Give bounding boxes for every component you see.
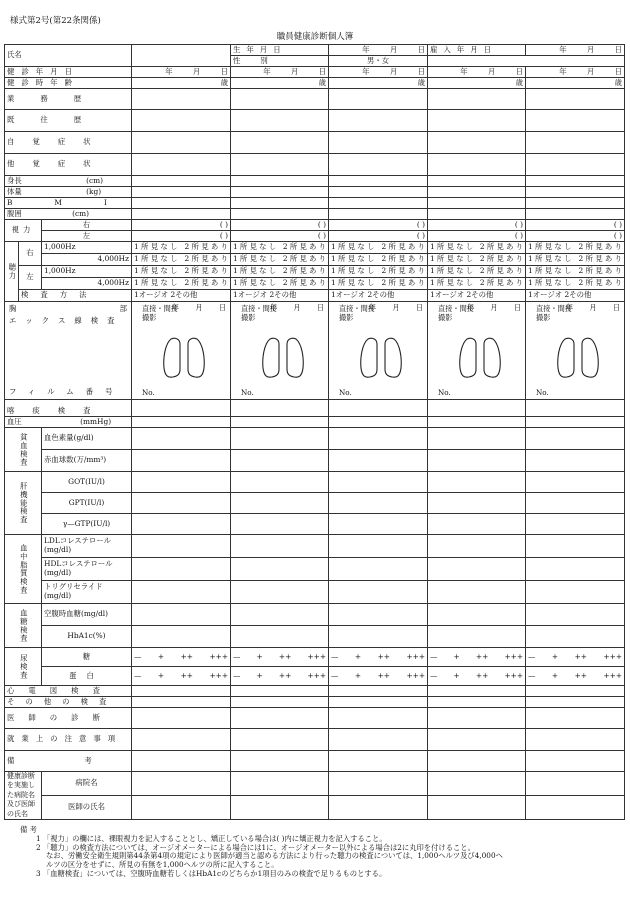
ldl-5[interactable] [526,535,625,558]
tg-5[interactable] [526,581,625,604]
remarks-4[interactable] [428,751,526,772]
rbc-label: 赤血球数(万/mm³) [42,450,132,472]
other-tests-label: その他の検査 [5,697,132,708]
sex-field[interactable]: 男・女 [329,56,428,67]
other-1[interactable] [132,697,231,708]
doctor-1[interactable] [132,796,231,820]
work-notes-1[interactable] [132,729,231,751]
gpt-1[interactable] [132,493,231,514]
film-no: No. [241,387,254,397]
note-1: 1 「視力」の欄には、裸眼視力を記入することとし、矯正している場合は( )内に矯正視力を記入すること。 [36,833,387,843]
ldl-3[interactable] [329,535,428,558]
hdl-5[interactable] [526,558,625,581]
urine-sugar-4[interactable]: — + ++ +++ [428,648,526,667]
past-history-5[interactable] [526,110,625,132]
job-history-2[interactable] [231,89,329,110]
urine-protein-4[interactable]: — + ++ +++ [428,667,526,686]
job-history-3[interactable] [329,89,428,110]
subjective-1[interactable] [132,132,231,154]
vision-right-3[interactable]: ( ) [329,220,428,231]
sex-label: 性別 [231,56,329,67]
note-2c: ルツの区分をせずに、所見の有無を1,000ヘルツの所に記入すること。 [46,860,279,869]
note-3: 3 「血糖検査」については、空腹時血糖若しくはHbA1cのどちらか1項目のみの検査で足りるものとする。 [36,868,387,878]
hospital-1[interactable] [132,772,231,796]
sputum-3[interactable] [329,400,428,417]
bp-2[interactable] [231,417,329,428]
exam-date-label: 健診年月日 [5,67,132,78]
exam-date-4[interactable]: 年 月 日 [428,67,526,78]
subjective-5[interactable] [526,132,625,154]
xray-date: 年 月 日 [269,303,325,312]
gpt-label: GPT(IU/l) [42,493,132,514]
vision-left-4[interactable]: ( ) [428,231,526,242]
bp-label: 血圧 (mmHg) [5,417,132,428]
hospital-3[interactable] [329,772,428,796]
hearing-method-1[interactable]: 1オージオ 2その他 [132,290,231,302]
ldl-label: LDLコレステロール(mg/dl) [42,535,132,558]
vision-right-2[interactable]: ( ) [231,220,329,231]
bmi-3[interactable] [329,198,428,209]
tg-2[interactable] [231,581,329,604]
height-1[interactable] [132,176,231,187]
lipid-label: 血中脂質検査 [5,535,42,604]
objective-1[interactable] [132,154,231,176]
ggtp-5[interactable] [526,514,625,535]
lung-diagram-icon [458,336,502,380]
job-history-1[interactable] [132,89,231,110]
remarks-5[interactable] [526,751,625,772]
lung-diagram-icon [261,336,305,380]
fbs-1[interactable] [132,604,231,626]
exam-age-label: 健診時年齢 [5,78,132,89]
waist-3[interactable] [329,209,428,220]
film-no: No. [339,387,352,397]
bp-4[interactable] [428,417,526,428]
diagnosis-4[interactable] [428,708,526,729]
hearing-l1000-5[interactable]: 1所見なし 2所見あり [526,266,625,278]
fbs-label: 空腹時血糖(mg/dl) [42,604,132,626]
urine-sugar-1[interactable]: — + ++ +++ [132,648,231,667]
lung-diagram-icon [162,336,206,380]
ldl-4[interactable] [428,535,526,558]
gpt-2[interactable] [231,493,329,514]
bmi-2[interactable] [231,198,329,209]
subjective-label: 自覚症状 [5,132,132,154]
height-label: 身長 (cm) [5,176,132,187]
doctor-label: 医師の氏名 [42,796,132,820]
weight-4[interactable] [428,187,526,198]
waist-2[interactable] [231,209,329,220]
job-history-label: 業務歴 [5,89,132,110]
sputum-label: 喀痰検査 [5,400,132,417]
hearing-r4000-3[interactable]: 1所見なし 2所見あり [329,254,428,266]
got-5[interactable] [526,472,625,493]
ecg-1[interactable] [132,686,231,697]
hba1c-5[interactable] [526,626,625,648]
name-label: 氏名 [5,45,132,67]
urine-sugar-2[interactable]: — + ++ +++ [231,648,329,667]
job-history-4[interactable] [428,89,526,110]
exam-date-3[interactable]: 年 月 日 [329,67,428,78]
hearing-r1000-2[interactable]: 1所見なし 2所見あり [231,242,329,254]
hba1c-4[interactable] [428,626,526,648]
ggtp-3[interactable] [329,514,428,535]
film-number-label: フィルム番号 [9,387,125,397]
urine-protein-1[interactable]: — + ++ +++ [132,667,231,686]
hdl-2[interactable] [231,558,329,581]
work-notes-3[interactable] [329,729,428,751]
xray-type: 直接・間接撮影 [241,304,277,322]
vision-right-label: 右 [42,220,132,231]
xray-label [5,302,132,400]
hearing-left-1000-label: 1,000Hz [42,266,132,278]
birth-label: 生年月日 [231,45,329,56]
hospital-4[interactable] [428,772,526,796]
diagnosis-3[interactable] [329,708,428,729]
past-history-1[interactable] [132,110,231,132]
notes-heading: 備 考 [20,825,37,834]
hba1c-3[interactable] [329,626,428,648]
anemia-label: 貧血検査 [5,428,42,472]
xray-label-line1: 胸部 [9,304,128,313]
objective-label: 他覚症状 [5,154,132,176]
xray-cell-2[interactable] [231,302,329,400]
hospital-2[interactable] [231,772,329,796]
hire-date-field[interactable]: 年 月 日 [526,45,625,56]
waist-4[interactable] [428,209,526,220]
doctor-2[interactable] [231,796,329,820]
other-2[interactable] [231,697,329,708]
fbs-3[interactable] [329,604,428,626]
vision-left-label: 左 [42,231,132,242]
tg-4[interactable] [428,581,526,604]
hearing-r4000-5[interactable]: 1所見なし 2所見あり [526,254,625,266]
xray-date: 年 月 日 [171,303,227,312]
vision-left-3[interactable]: ( ) [329,231,428,242]
gpt-4[interactable] [428,493,526,514]
xray-cell-5[interactable] [526,302,625,400]
doctor-4[interactable] [428,796,526,820]
hdl-1[interactable] [132,558,231,581]
xray-date: 年 月 日 [466,303,522,312]
urine-sugar-label: 糖 [42,648,132,667]
urine-sugar-5[interactable]: — + ++ +++ [526,648,625,667]
height-3[interactable] [329,176,428,187]
hearing-r1000-4[interactable]: 1所見なし 2所見あり [428,242,526,254]
vision-left-2[interactable]: ( ) [231,231,329,242]
waist-label: 腹囲 (cm) [5,209,132,220]
urine-protein-5[interactable]: — + ++ +++ [526,667,625,686]
xray-cell-1[interactable] [132,302,231,400]
hospital-block-label: 健康診断を実施した病院名及び医師の氏名 [5,772,42,820]
bp-5[interactable] [526,417,625,428]
vision-right-1[interactable]: ( ) [132,220,231,231]
waist-5[interactable] [526,209,625,220]
health-record-table [4,44,625,820]
hb-2[interactable] [231,428,329,450]
tg-3[interactable] [329,581,428,604]
bmi-4[interactable] [428,198,526,209]
hearing-right-1000-label: 1,000Hz [42,242,132,254]
ldl-2[interactable] [231,535,329,558]
diagnosis-1[interactable] [132,708,231,729]
vision-right-4[interactable]: ( ) [428,220,526,231]
weight-2[interactable] [231,187,329,198]
exam-date-1[interactable]: 年 月 日 [132,67,231,78]
hearing-l4000-2[interactable]: 1所見なし 2所見あり [231,278,329,290]
film-no: No. [536,387,549,397]
lung-diagram-icon [359,336,403,380]
hearing-label: 聴力 [5,242,19,302]
remarks-2[interactable] [231,751,329,772]
past-history-2[interactable] [231,110,329,132]
hba1c-1[interactable] [132,626,231,648]
subjective-4[interactable] [428,132,526,154]
work-notes-label: 就業上の注意事項 [5,729,132,751]
hb-label: 血色素量(g/dl) [42,428,132,450]
ecg-label: 心電図検査 [5,686,132,697]
diagnosis-5[interactable] [526,708,625,729]
diagnosis-2[interactable] [231,708,329,729]
bmi-label: BMI [5,198,132,209]
notes-section [20,826,620,879]
film-no: No. [438,387,451,397]
rbc-5[interactable] [526,450,625,472]
waist-1[interactable] [132,209,231,220]
hdl-4[interactable] [428,558,526,581]
note-2b: なお、労働安全衛生規則第44条第4項の規定により医師が適当と認める方法により行った聴力の検査については、1,000ヘルツ及び4,000ヘ [46,851,503,861]
hearing-r1000-5[interactable]: 1所見なし 2所見あり [526,242,625,254]
hb-1[interactable] [132,428,231,450]
ecg-4[interactable] [428,686,526,697]
got-2[interactable] [231,472,329,493]
job-history-5[interactable] [526,89,625,110]
film-no: No. [142,387,155,397]
objective-4[interactable] [428,154,526,176]
weight-3[interactable] [329,187,428,198]
weight-5[interactable] [526,187,625,198]
fbs-5[interactable] [526,604,625,626]
objective-2[interactable] [231,154,329,176]
document-title: 職員健康診断個人簿 [276,32,354,42]
hearing-l1000-2[interactable]: 1所見なし 2所見あり [231,266,329,278]
bp-3[interactable] [329,417,428,428]
urine-protein-2[interactable]: — + ++ +++ [231,667,329,686]
ecg-5[interactable] [526,686,625,697]
birth-date-field[interactable]: 年 月 日 [329,45,428,56]
objective-5[interactable] [526,154,625,176]
liver-label: 肝機能検査 [5,472,42,535]
doctor-5[interactable] [526,796,625,820]
sputum-1[interactable] [132,400,231,417]
hearing-method-4[interactable]: 1オージオ 2その他 [428,290,526,302]
hospital-label: 病院名 [42,772,132,796]
hearing-l1000-4[interactable]: 1所見なし 2所見あり [428,266,526,278]
height-2[interactable] [231,176,329,187]
xray-label-line2: エックス線検査 [9,316,124,325]
bmi-5[interactable] [526,198,625,209]
hire-label: 雇入年月日 [428,45,526,56]
hearing-method-5[interactable]: 1オージオ 2その他 [526,290,625,302]
hearing-right-4000-label: 4,000Hz [42,254,132,266]
xray-cell-3[interactable] [329,302,428,400]
other-5[interactable] [526,697,625,708]
hb-4[interactable] [428,428,526,450]
height-5[interactable] [526,176,625,187]
hba1c-label: HbA1c(%) [42,626,132,648]
past-history-4[interactable] [428,110,526,132]
vision-label: 視力 [5,220,42,242]
work-notes-2[interactable] [231,729,329,751]
hearing-r1000-3[interactable]: 1所見なし 2所見あり [329,242,428,254]
vision-left-1[interactable]: ( ) [132,231,231,242]
rbc-3[interactable] [329,450,428,472]
urine-sugar-3[interactable]: — + ++ +++ [329,648,428,667]
ecg-2[interactable] [231,686,329,697]
hospital-5[interactable] [526,772,625,796]
got-3[interactable] [329,472,428,493]
height-4[interactable] [428,176,526,187]
hearing-method-3[interactable]: 1オージオ 2その他 [329,290,428,302]
other-4[interactable] [428,697,526,708]
exam-age-2[interactable]: 歳 [231,78,329,89]
hearing-r1000-1[interactable]: 1所見なし 2所見あり [132,242,231,254]
ldl-1[interactable] [132,535,231,558]
vision-left-5[interactable]: ( ) [526,231,625,242]
gpt-5[interactable] [526,493,625,514]
fbs-4[interactable] [428,604,526,626]
ggtp-4[interactable] [428,514,526,535]
hdl-3[interactable] [329,558,428,581]
ggtp-1[interactable] [132,514,231,535]
hearing-method-2[interactable]: 1オージオ 2その他 [231,290,329,302]
exam-date-2[interactable]: 年 月 日 [231,67,329,78]
tg-1[interactable] [132,581,231,604]
rbc-2[interactable] [231,450,329,472]
sputum-2[interactable] [231,400,329,417]
xray-type: 直接・間接撮影 [339,304,375,322]
hearing-r4000-2[interactable]: 1所見なし 2所見あり [231,254,329,266]
work-notes-4[interactable] [428,729,526,751]
xray-cell-4[interactable] [428,302,526,400]
name-field[interactable] [132,45,231,67]
bp-1[interactable] [132,417,231,428]
vision-right-5[interactable]: ( ) [526,220,625,231]
past-history-3[interactable] [329,110,428,132]
exam-age-1[interactable]: 歳 [132,78,231,89]
doctor-3[interactable] [329,796,428,820]
sugar-label: 血糖検査 [5,604,42,648]
note-2: 2 「聴力」の検査方法については、オージオメーターによる場合には1に、オージオメーター以外による場合は2に丸印を付けること。 [36,842,475,852]
hearing-l1000-1[interactable]: 1所見なし 2所見あり [132,266,231,278]
hdl-label: HDLコレステロール(mg/dl) [42,558,132,581]
hb-5[interactable] [526,428,625,450]
urine-protein-3[interactable]: — + ++ +++ [329,667,428,686]
hearing-l4000-5[interactable]: 1所見なし 2所見あり [526,278,625,290]
hearing-left-label: 左 [19,266,42,290]
weight-1[interactable] [132,187,231,198]
hearing-r4000-4[interactable]: 1所見なし 2所見あり [428,254,526,266]
urine-protein-label: 蛋白 [42,667,132,686]
rbc-4[interactable] [428,450,526,472]
header-blank [428,56,625,67]
urine-label: 尿検査 [5,648,42,686]
sputum-4[interactable] [428,400,526,417]
hearing-method-label: 検査方法 [19,290,132,302]
exam-age-3[interactable]: 歳 [329,78,428,89]
hearing-l4000-4[interactable]: 1所見なし 2所見あり [428,278,526,290]
xray-type: 直接・間接撮影 [142,304,178,322]
objective-3[interactable] [329,154,428,176]
gpt-3[interactable] [329,493,428,514]
hearing-l1000-3[interactable]: 1所見なし 2所見あり [329,266,428,278]
sputum-5[interactable] [526,400,625,417]
ecg-3[interactable] [329,686,428,697]
got-1[interactable] [132,472,231,493]
hearing-right-label: 右 [19,242,42,266]
hba1c-2[interactable] [231,626,329,648]
xray-date: 年 月 日 [565,303,621,312]
form-number: 様式第2号(第22条関係) [10,16,101,26]
work-notes-5[interactable] [526,729,625,751]
exam-age-4[interactable]: 歳 [428,78,526,89]
hb-3[interactable] [329,428,428,450]
other-3[interactable] [329,697,428,708]
tg-label: トリグリセライド(mg/dl) [42,581,132,604]
xray-type: 直接・間接撮影 [438,304,474,322]
ggtp-label: γ—GTP(IU/l) [42,514,132,535]
hearing-left-4000-label: 4,000Hz [42,278,132,290]
remarks-label: 備考 [5,751,132,772]
ggtp-2[interactable] [231,514,329,535]
subjective-3[interactable] [329,132,428,154]
lung-diagram-icon [556,336,600,380]
fbs-2[interactable] [231,604,329,626]
subjective-2[interactable] [231,132,329,154]
hearing-l4000-3[interactable]: 1所見なし 2所見あり [329,278,428,290]
hearing-l4000-1[interactable]: 1所見なし 2所見あり [132,278,231,290]
xray-date: 年 月 日 [368,303,424,312]
diagnosis-label: 医師の診断 [5,708,132,729]
got-label: GOT(IU/l) [42,472,132,493]
past-history-label: 既往歴 [5,110,132,132]
got-4[interactable] [428,472,526,493]
exam-age-5[interactable]: 歳 [526,78,625,89]
remarks-3[interactable] [329,751,428,772]
xray-type: 直接・間接撮影 [536,304,572,322]
hearing-r4000-1[interactable]: 1所見なし 2所見あり [132,254,231,266]
weight-label: 体量 (kg) [5,187,132,198]
exam-date-5[interactable]: 年 月 日 [526,67,625,78]
rbc-1[interactable] [132,450,231,472]
